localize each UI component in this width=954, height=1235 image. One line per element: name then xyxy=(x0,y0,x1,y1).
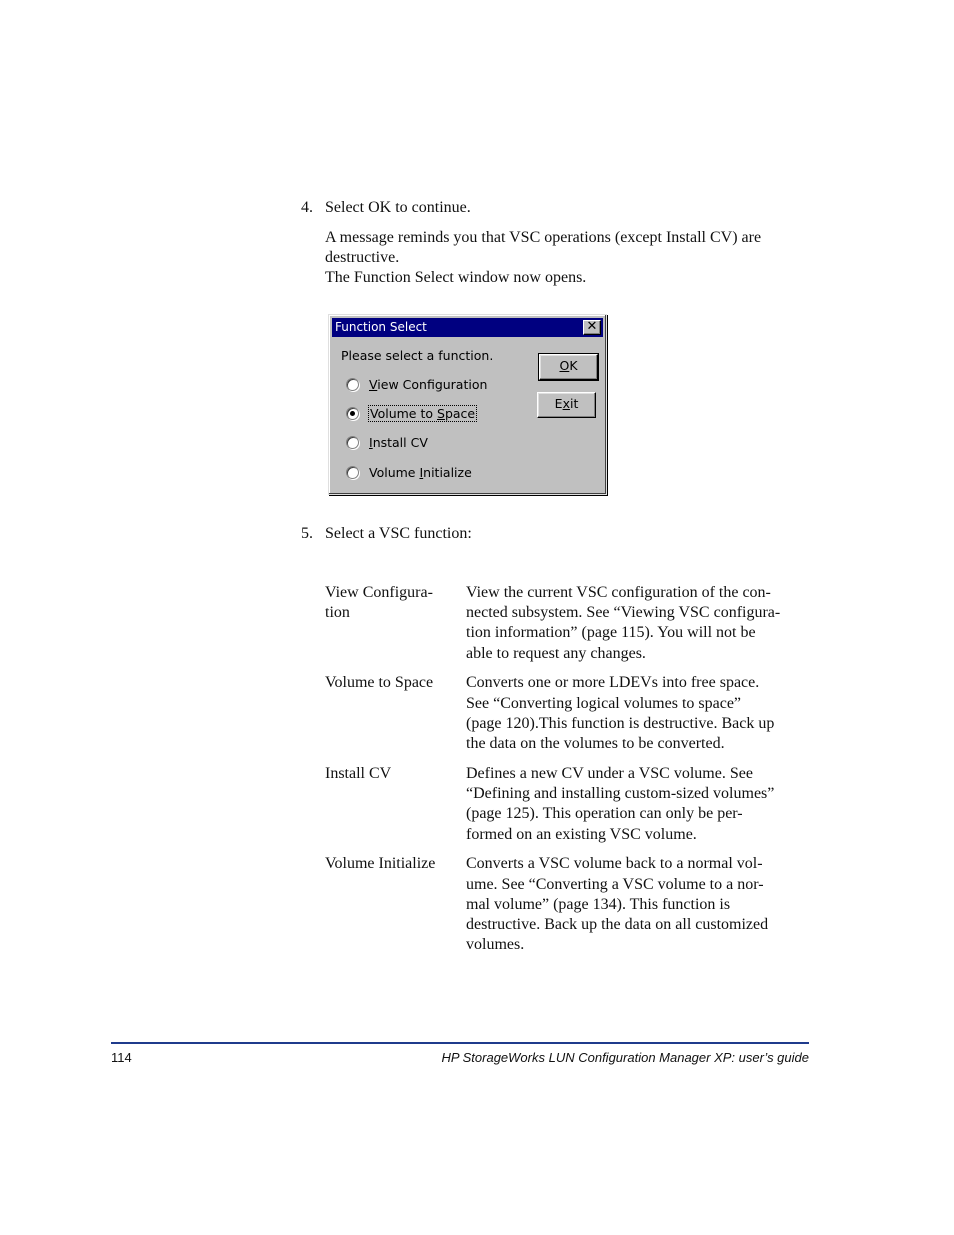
exit-button[interactable] xyxy=(537,392,596,418)
step-4-para-line-1: A message reminds you that VSC operations (except Install CV) are xyxy=(325,229,762,246)
def-volume-to-space-line-4: the data on the volumes to be converted. xyxy=(466,735,725,752)
exit-button-label: Exit xyxy=(554,396,579,411)
def-view-configuration-line-3: tion information” (page 115). You will not be xyxy=(466,624,756,641)
step-4-number: 4. xyxy=(301,199,313,216)
def-view-configuration-line-2: nected subsystem. See “Viewing VSC configura- xyxy=(466,604,781,621)
step-5-number: 5. xyxy=(301,525,313,542)
def-volume-initialize-line-3: mal volume” (page 134). This function is xyxy=(466,896,731,913)
def-install-cv-line-1: Defines a new CV under a VSC volume. See xyxy=(466,765,753,782)
radio-volume-to-space[interactable] xyxy=(346,407,359,420)
def-install-cv-line-3: (page 125). This operation can only be per- xyxy=(466,805,743,822)
def-volume-initialize-line-2: ume. See “Converting a VSC volume to a nor- xyxy=(466,876,764,893)
radio-install-cv[interactable] xyxy=(346,436,359,449)
term-view-configuration-line-2: tion xyxy=(325,604,350,621)
term-install-cv: Install CV xyxy=(325,765,392,782)
radio-volume-initialize[interactable] xyxy=(346,466,359,479)
dialog-title: Function Select xyxy=(335,320,427,334)
option-volume-initialize[interactable] xyxy=(346,463,472,481)
def-view-configuration-line-1: View the current VSC configuration of the con- xyxy=(466,584,771,601)
step-4-para-line-3: The Function Select window now opens. xyxy=(325,269,587,286)
radio-view-configuration[interactable] xyxy=(346,378,359,391)
close-icon: ✕ xyxy=(586,319,598,334)
book-title: HP StorageWorks LUN Configuration Manager XP: user’s guide xyxy=(441,1050,809,1065)
ok-button[interactable] xyxy=(539,354,598,380)
dialog-prompt: Please select a function. xyxy=(341,348,494,363)
term-view-configuration-line-1: View Configura- xyxy=(325,584,433,601)
step-4-para-line-2: destructive. xyxy=(325,249,400,266)
close-button[interactable] xyxy=(583,320,601,335)
step-5-text: Select a VSC function: xyxy=(325,525,472,542)
page-number: 114 xyxy=(111,1050,132,1065)
dialog-titlebar xyxy=(332,318,603,337)
def-volume-initialize-line-1: Converts a VSC volume back to a normal vol- xyxy=(466,855,763,872)
option-label-volume-initialize: Volume Initialize xyxy=(369,464,472,480)
option-label-volume-to-space: Volume to Space xyxy=(370,405,476,421)
term-volume-initialize: Volume Initialize xyxy=(325,855,436,872)
ok-button-label: OK xyxy=(559,358,578,373)
def-volume-to-space-line-1: Converts one or more LDEVs into free space. xyxy=(466,674,760,691)
function-select-dialog xyxy=(328,314,607,495)
def-install-cv-line-2: “Defining and installing custom-sized volumes” xyxy=(466,785,775,802)
term-volume-to-space: Volume to Space xyxy=(325,674,434,691)
option-volume-to-space[interactable] xyxy=(346,404,476,422)
option-view-configuration[interactable] xyxy=(346,375,487,393)
option-label-install-cv: Install CV xyxy=(369,434,428,450)
def-volume-initialize-line-5: volumes. xyxy=(466,936,525,953)
def-install-cv-line-4: formed on an existing VSC volume. xyxy=(466,826,697,843)
step-4-text: Select OK to continue. xyxy=(325,199,471,216)
def-volume-initialize-line-4: destructive. Back up the data on all customized xyxy=(466,916,769,933)
def-volume-to-space-line-2: See “Converting logical volumes to space” xyxy=(466,695,742,712)
def-volume-to-space-line-3: (page 120).This function is destructive. Back up xyxy=(466,715,775,732)
option-label-view-configuration: View Configuration xyxy=(369,376,488,392)
option-install-cv[interactable] xyxy=(346,433,428,451)
footer-rule xyxy=(111,1042,809,1044)
def-view-configuration-line-4: able to request any changes. xyxy=(466,645,646,662)
